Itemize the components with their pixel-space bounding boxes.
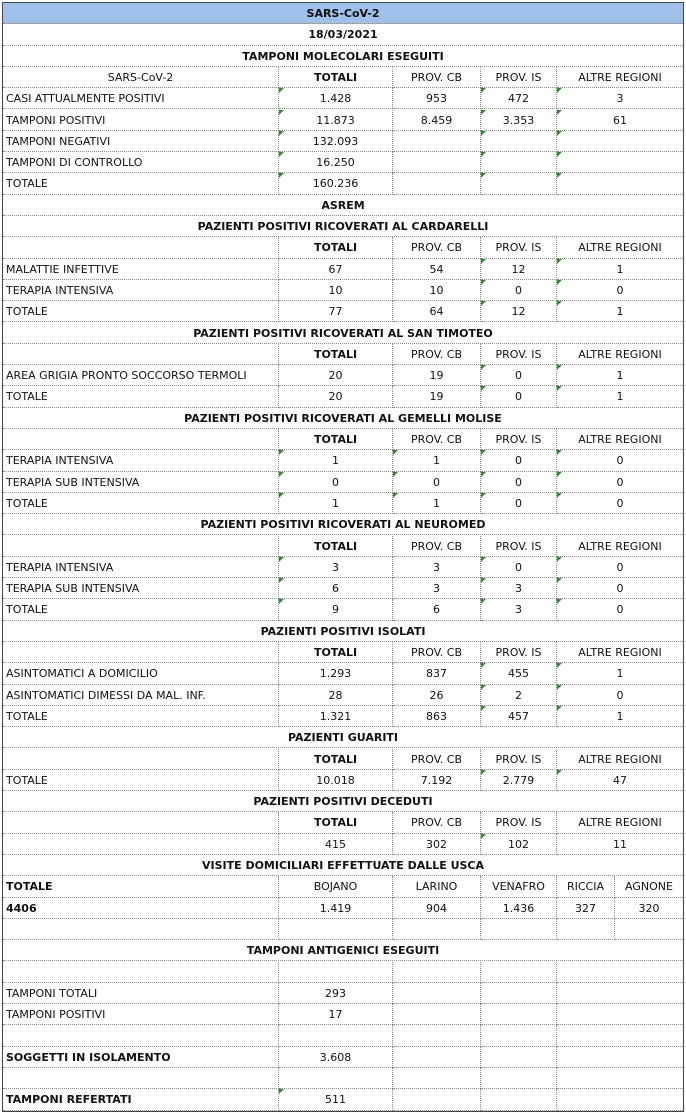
row-label[interactable]: TERAPIA SUB INTENSIVA — [3, 472, 279, 493]
value-cell[interactable]: 0 — [557, 578, 683, 599]
data-row — [3, 110, 683, 131]
column-header[interactable]: LARINO — [393, 876, 481, 897]
value-cell[interactable]: 1 — [557, 259, 683, 280]
data-row — [3, 578, 683, 599]
empty-row — [3, 1068, 683, 1089]
value-cell[interactable]: 1.428 — [279, 88, 393, 109]
row-label[interactable]: ASINTOMATICI DIMESSI DA MAL. INF. — [3, 685, 279, 706]
value-cell[interactable]: 16.250 — [279, 152, 393, 173]
row-label[interactable]: TAMPONI POSITIVI — [3, 110, 279, 131]
value-cell[interactable] — [481, 173, 557, 194]
data-row — [3, 152, 683, 173]
value-cell[interactable]: 0 — [557, 493, 683, 514]
value-cell[interactable]: 1 — [557, 706, 683, 727]
value-cell[interactable]: 455 — [481, 663, 557, 684]
data-row — [3, 259, 683, 280]
value-cell[interactable]: 1.419 — [279, 898, 393, 919]
row-label[interactable] — [3, 834, 279, 855]
value-cell[interactable]: 1 — [557, 386, 683, 407]
column-header[interactable]: PROV. IS — [481, 429, 557, 450]
value-cell[interactable]: 10.018 — [279, 770, 393, 791]
data-row — [3, 770, 683, 791]
empty-cell[interactable] — [393, 1025, 481, 1046]
value-cell[interactable]: 0 — [557, 557, 683, 578]
column-header[interactable]: AGNONE — [615, 876, 683, 897]
section-heading — [3, 323, 683, 344]
value-cell[interactable]: 0 — [279, 472, 393, 493]
empty-cell[interactable] — [557, 1025, 683, 1046]
value-cell[interactable]: 10 — [279, 280, 393, 301]
column-header[interactable]: ALTRE REGIONI — [557, 642, 683, 663]
section-heading-text[interactable]: PAZIENTI POSITIVI RICOVERATI AL SAN TIMOTEO — [3, 323, 683, 344]
value-cell[interactable]: 11.873 — [279, 110, 393, 131]
value-cell[interactable]: 20 — [279, 386, 393, 407]
value-cell[interactable] — [393, 152, 481, 173]
data-row — [3, 386, 683, 407]
value-cell[interactable]: 11 — [557, 834, 683, 855]
value-cell[interactable]: 4406 — [3, 898, 279, 919]
row-label[interactable]: TERAPIA INTENSIVA — [3, 557, 279, 578]
data-row — [3, 834, 683, 855]
column-header[interactable]: ALTRE REGIONI — [557, 536, 683, 557]
empty-cell[interactable] — [393, 1068, 481, 1089]
column-header-row — [3, 237, 683, 258]
column-header[interactable]: PROV. CB — [393, 536, 481, 557]
section-heading — [3, 408, 683, 429]
value-cell[interactable]: 9 — [279, 599, 393, 620]
value-cell[interactable]: 0 — [481, 280, 557, 301]
value-cell[interactable]: 6 — [279, 578, 393, 599]
asrem-row-text[interactable]: ASREM — [3, 195, 683, 216]
section-heading — [3, 940, 683, 961]
value-cell[interactable]: 904 — [393, 898, 481, 919]
empty-cell[interactable] — [279, 962, 393, 983]
column-header-row — [3, 642, 683, 663]
column-header[interactable] — [3, 429, 279, 450]
value-cell[interactable] — [393, 983, 481, 1004]
section-heading — [3, 791, 683, 812]
empty-cell[interactable] — [557, 962, 683, 983]
row-label[interactable]: TOTALE — [3, 173, 279, 194]
value-cell[interactable]: 0 — [481, 450, 557, 471]
data-row — [3, 173, 683, 194]
section-heading — [3, 621, 683, 642]
column-header[interactable] — [3, 812, 279, 833]
column-header[interactable]: TOTALI — [279, 642, 393, 663]
usca-header-row — [3, 876, 683, 897]
value-cell[interactable]: 0 — [557, 280, 683, 301]
column-header[interactable]: TOTALI — [279, 812, 393, 833]
value-cell[interactable]: 8.459 — [393, 110, 481, 131]
value-cell[interactable]: 67 — [279, 259, 393, 280]
row-label[interactable]: TOTALE — [3, 493, 279, 514]
column-header[interactable]: PROV. CB — [393, 812, 481, 833]
value-cell[interactable]: 3 — [393, 578, 481, 599]
value-cell[interactable]: 1.436 — [481, 898, 557, 919]
value-cell[interactable]: 3 — [393, 557, 481, 578]
column-header[interactable]: PROV. IS — [481, 642, 557, 663]
value-cell[interactable]: 3 — [557, 88, 683, 109]
value-cell[interactable]: 302 — [393, 834, 481, 855]
empty-cell[interactable] — [481, 962, 557, 983]
row-label[interactable]: TAMPONI REFERTATI — [3, 1089, 279, 1110]
value-cell[interactable]: 2 — [481, 685, 557, 706]
value-cell[interactable]: 511 — [279, 1089, 393, 1110]
row-label[interactable]: MALATTIE INFETTIVE — [3, 259, 279, 280]
row-label[interactable]: TOTALE — [3, 706, 279, 727]
section-heading-text[interactable]: PAZIENTI POSITIVI RICOVERATI AL CARDARELLI — [3, 216, 683, 237]
value-cell[interactable]: 77 — [279, 301, 393, 322]
section-heading-text[interactable]: PAZIENTI POSITIVI ISOLATI — [3, 621, 683, 642]
value-cell[interactable]: 1 — [279, 493, 393, 514]
column-header[interactable]: TOTALI — [279, 749, 393, 770]
column-header[interactable]: PROV. CB — [393, 749, 481, 770]
value-cell[interactable] — [393, 1047, 481, 1068]
value-cell[interactable]: 61 — [557, 110, 683, 131]
column-header[interactable]: PROV. CB — [393, 642, 481, 663]
value-cell[interactable]: 7.192 — [393, 770, 481, 791]
row-label[interactable]: TOTALE — [3, 770, 279, 791]
row-label[interactable]: TAMPONI DI CONTROLLO — [3, 152, 279, 173]
value-cell[interactable] — [481, 1004, 557, 1025]
column-header[interactable]: PROV. CB — [393, 429, 481, 450]
asrem-row — [3, 195, 683, 216]
value-cell[interactable] — [393, 1089, 481, 1110]
row-label[interactable]: TERAPIA INTENSIVA — [3, 280, 279, 301]
empty-cell[interactable] — [279, 1068, 393, 1089]
data-row — [3, 983, 683, 1004]
data-row — [3, 280, 683, 301]
data-row — [3, 450, 683, 471]
column-header-row — [3, 812, 683, 833]
value-cell[interactable] — [481, 1047, 557, 1068]
row-label[interactable]: TAMPONI NEGATIVI — [3, 131, 279, 152]
value-cell[interactable]: 102 — [481, 834, 557, 855]
column-header[interactable]: PROV. CB — [393, 237, 481, 258]
title-row — [3, 3, 683, 24]
empty-cell[interactable] — [3, 1025, 279, 1046]
value-cell[interactable]: 19 — [393, 386, 481, 407]
empty-row — [3, 1025, 683, 1046]
section-heading — [3, 727, 683, 748]
date-row-text[interactable]: 18/03/2021 — [3, 24, 683, 45]
column-header-row — [3, 344, 683, 365]
empty-cell[interactable] — [557, 1068, 683, 1089]
column-header[interactable]: BOJANO — [279, 876, 393, 897]
column-header[interactable]: ALTRE REGIONI — [557, 67, 683, 88]
column-header[interactable]: PROV. IS — [481, 344, 557, 365]
title-row-text[interactable]: SARS-CoV-2 — [3, 3, 683, 24]
section-heading-text[interactable]: TAMPONI ANTIGENICI ESEGUITI — [3, 940, 683, 961]
data-row — [3, 663, 683, 684]
column-header[interactable] — [3, 749, 279, 770]
column-header[interactable]: TOTALI — [279, 67, 393, 88]
value-cell[interactable]: 0 — [557, 685, 683, 706]
column-header[interactable]: ALTRE REGIONI — [557, 812, 683, 833]
empty-cell[interactable] — [3, 919, 279, 940]
value-cell[interactable]: 132.093 — [279, 131, 393, 152]
data-row — [3, 301, 683, 322]
value-cell[interactable]: 1.293 — [279, 663, 393, 684]
column-header[interactable]: PROV. IS — [481, 237, 557, 258]
section-heading — [3, 514, 683, 535]
value-cell[interactable] — [557, 173, 683, 194]
refertati-row — [3, 1089, 683, 1110]
column-header-row — [3, 429, 683, 450]
value-cell[interactable]: 20 — [279, 365, 393, 386]
column-header[interactable]: PROV. CB — [393, 67, 481, 88]
value-cell[interactable] — [393, 173, 481, 194]
value-cell[interactable]: 64 — [393, 301, 481, 322]
value-cell[interactable]: 12 — [481, 259, 557, 280]
data-row — [3, 365, 683, 386]
value-cell[interactable]: 0 — [481, 386, 557, 407]
column-header[interactable]: PROV. IS — [481, 812, 557, 833]
value-cell[interactable] — [557, 983, 683, 1004]
empty-cell[interactable] — [3, 962, 279, 983]
value-cell[interactable]: 1 — [279, 450, 393, 471]
value-cell[interactable]: 1 — [393, 450, 481, 471]
column-header[interactable] — [3, 344, 279, 365]
value-cell[interactable] — [557, 131, 683, 152]
value-cell[interactable]: 863 — [393, 706, 481, 727]
data-row — [3, 131, 683, 152]
column-header-row — [3, 67, 683, 88]
column-header-row — [3, 536, 683, 557]
column-header[interactable]: TOTALE — [3, 876, 279, 897]
value-cell[interactable]: 3.353 — [481, 110, 557, 131]
value-cell[interactable]: 457 — [481, 706, 557, 727]
isolamento-row — [3, 1047, 683, 1068]
value-cell[interactable]: 3 — [279, 557, 393, 578]
value-cell[interactable]: 3 — [481, 578, 557, 599]
value-cell[interactable]: 0 — [481, 472, 557, 493]
value-cell[interactable]: 160.236 — [279, 173, 393, 194]
empty-cell[interactable] — [557, 919, 615, 940]
value-cell[interactable]: 0 — [481, 493, 557, 514]
value-cell[interactable]: 0 — [481, 557, 557, 578]
column-header[interactable]: PROV. IS — [481, 749, 557, 770]
value-cell[interactable]: 1 — [557, 663, 683, 684]
column-header[interactable]: PROV. IS — [481, 536, 557, 557]
data-row — [3, 472, 683, 493]
value-cell[interactable] — [393, 1004, 481, 1025]
row-label[interactable]: TAMPONI POSITIVI — [3, 1004, 279, 1025]
section-heading-text[interactable]: TAMPONI MOLECOLARI ESEGUITI — [3, 46, 683, 67]
column-header[interactable]: ALTRE REGIONI — [557, 344, 683, 365]
section-heading-text[interactable]: VISITE DOMICILIARI EFFETTUATE DALLE USCA — [3, 855, 683, 876]
empty-cell[interactable] — [481, 1068, 557, 1089]
column-header[interactable]: ALTRE REGIONI — [557, 237, 683, 258]
empty-cell[interactable] — [393, 962, 481, 983]
empty-cell[interactable] — [279, 919, 393, 940]
value-cell[interactable] — [557, 1004, 683, 1025]
row-label[interactable]: TERAPIA INTENSIVA — [3, 450, 279, 471]
value-cell[interactable]: 415 — [279, 834, 393, 855]
row-label[interactable]: SOGGETTI IN ISOLAMENTO — [3, 1047, 279, 1068]
column-header-row — [3, 749, 683, 770]
row-label[interactable]: TOTALE — [3, 599, 279, 620]
row-label[interactable]: ASINTOMATICI A DOMICILIO — [3, 663, 279, 684]
column-header[interactable]: TOTALI — [279, 429, 393, 450]
column-header[interactable]: SARS-CoV-2 — [3, 67, 279, 88]
value-cell[interactable]: 0 — [557, 472, 683, 493]
value-cell[interactable] — [557, 1047, 683, 1068]
value-cell[interactable]: 3.608 — [279, 1047, 393, 1068]
column-header[interactable]: PROV. IS — [481, 67, 557, 88]
value-cell[interactable] — [481, 1089, 557, 1110]
value-cell[interactable]: 0 — [557, 599, 683, 620]
value-cell[interactable] — [481, 152, 557, 173]
data-row — [3, 706, 683, 727]
date-row — [3, 24, 683, 45]
data-row — [3, 599, 683, 620]
value-cell[interactable] — [557, 152, 683, 173]
row-label[interactable]: TOTALE — [3, 386, 279, 407]
column-header[interactable]: TOTALI — [279, 344, 393, 365]
row-label[interactable]: TOTALE — [3, 301, 279, 322]
column-header[interactable] — [3, 536, 279, 557]
empty-cell[interactable] — [393, 919, 481, 940]
value-cell[interactable]: 472 — [481, 88, 557, 109]
empty-row — [3, 919, 683, 940]
empty-cell[interactable] — [3, 1068, 279, 1089]
section-heading-text[interactable]: PAZIENTI POSITIVI DECEDUTI — [3, 791, 683, 812]
column-header[interactable]: ALTRE REGIONI — [557, 749, 683, 770]
data-row — [3, 493, 683, 514]
column-header[interactable] — [3, 237, 279, 258]
value-cell[interactable]: 1 — [557, 301, 683, 322]
data-row — [3, 557, 683, 578]
value-cell[interactable]: 3 — [481, 599, 557, 620]
usca-values-row — [3, 898, 683, 919]
value-cell[interactable] — [393, 131, 481, 152]
value-cell[interactable]: 0 — [481, 365, 557, 386]
data-row — [3, 685, 683, 706]
empty-cell[interactable] — [279, 1025, 393, 1046]
column-header[interactable]: ALTRE REGIONI — [557, 429, 683, 450]
data-row — [3, 88, 683, 109]
value-cell[interactable]: 10 — [393, 280, 481, 301]
value-cell[interactable]: 17 — [279, 1004, 393, 1025]
value-cell[interactable]: 0 — [557, 450, 683, 471]
section-heading — [3, 46, 683, 67]
value-cell[interactable]: 953 — [393, 88, 481, 109]
empty-cell[interactable] — [481, 1025, 557, 1046]
column-header[interactable]: TOTALI — [279, 237, 393, 258]
data-row — [3, 1004, 683, 1025]
row-label[interactable]: CASI ATTUALMENTE POSITIVI — [3, 88, 279, 109]
value-cell[interactable]: 1 — [393, 493, 481, 514]
value-cell[interactable]: 837 — [393, 663, 481, 684]
value-cell[interactable]: 54 — [393, 259, 481, 280]
section-heading — [3, 216, 683, 237]
section-heading-text[interactable]: PAZIENTI GUARITI — [3, 727, 683, 748]
value-cell[interactable]: 47 — [557, 770, 683, 791]
value-cell[interactable]: 26 — [393, 685, 481, 706]
value-cell[interactable] — [557, 1089, 683, 1110]
column-header[interactable]: TOTALI — [279, 536, 393, 557]
value-cell[interactable]: 6 — [393, 599, 481, 620]
column-header[interactable]: PROV. CB — [393, 344, 481, 365]
empty-row — [3, 962, 683, 983]
row-label[interactable]: TAMPONI TOTALI — [3, 983, 279, 1004]
value-cell[interactable]: 327 — [557, 898, 615, 919]
row-label[interactable]: TERAPIA SUB INTENSIVA — [3, 578, 279, 599]
value-cell[interactable]: 12 — [481, 301, 557, 322]
value-cell[interactable]: 0 — [393, 472, 481, 493]
row-label[interactable]: AREA GRIGIA PRONTO SOCCORSO TERMOLI — [3, 365, 279, 386]
section-heading-text[interactable]: PAZIENTI POSITIVI RICOVERATI AL NEUROMED — [3, 514, 683, 535]
section-heading-text[interactable]: PAZIENTI POSITIVI RICOVERATI AL GEMELLI MOLISE — [3, 408, 683, 429]
empty-cell[interactable] — [481, 919, 557, 940]
value-cell[interactable]: 1.321 — [279, 706, 393, 727]
column-header[interactable]: VENAFRO — [481, 876, 557, 897]
section-heading — [3, 855, 683, 876]
empty-cell[interactable] — [615, 919, 683, 940]
value-cell[interactable]: 320 — [615, 898, 683, 919]
value-cell[interactable]: 19 — [393, 365, 481, 386]
value-cell[interactable] — [481, 131, 557, 152]
value-cell[interactable]: 2.779 — [481, 770, 557, 791]
column-header[interactable]: RICCIA — [557, 876, 615, 897]
spreadsheet — [2, 2, 684, 1112]
value-cell[interactable]: 28 — [279, 685, 393, 706]
value-cell[interactable]: 293 — [279, 983, 393, 1004]
column-header[interactable] — [3, 642, 279, 663]
value-cell[interactable] — [481, 983, 557, 1004]
value-cell[interactable]: 1 — [557, 365, 683, 386]
